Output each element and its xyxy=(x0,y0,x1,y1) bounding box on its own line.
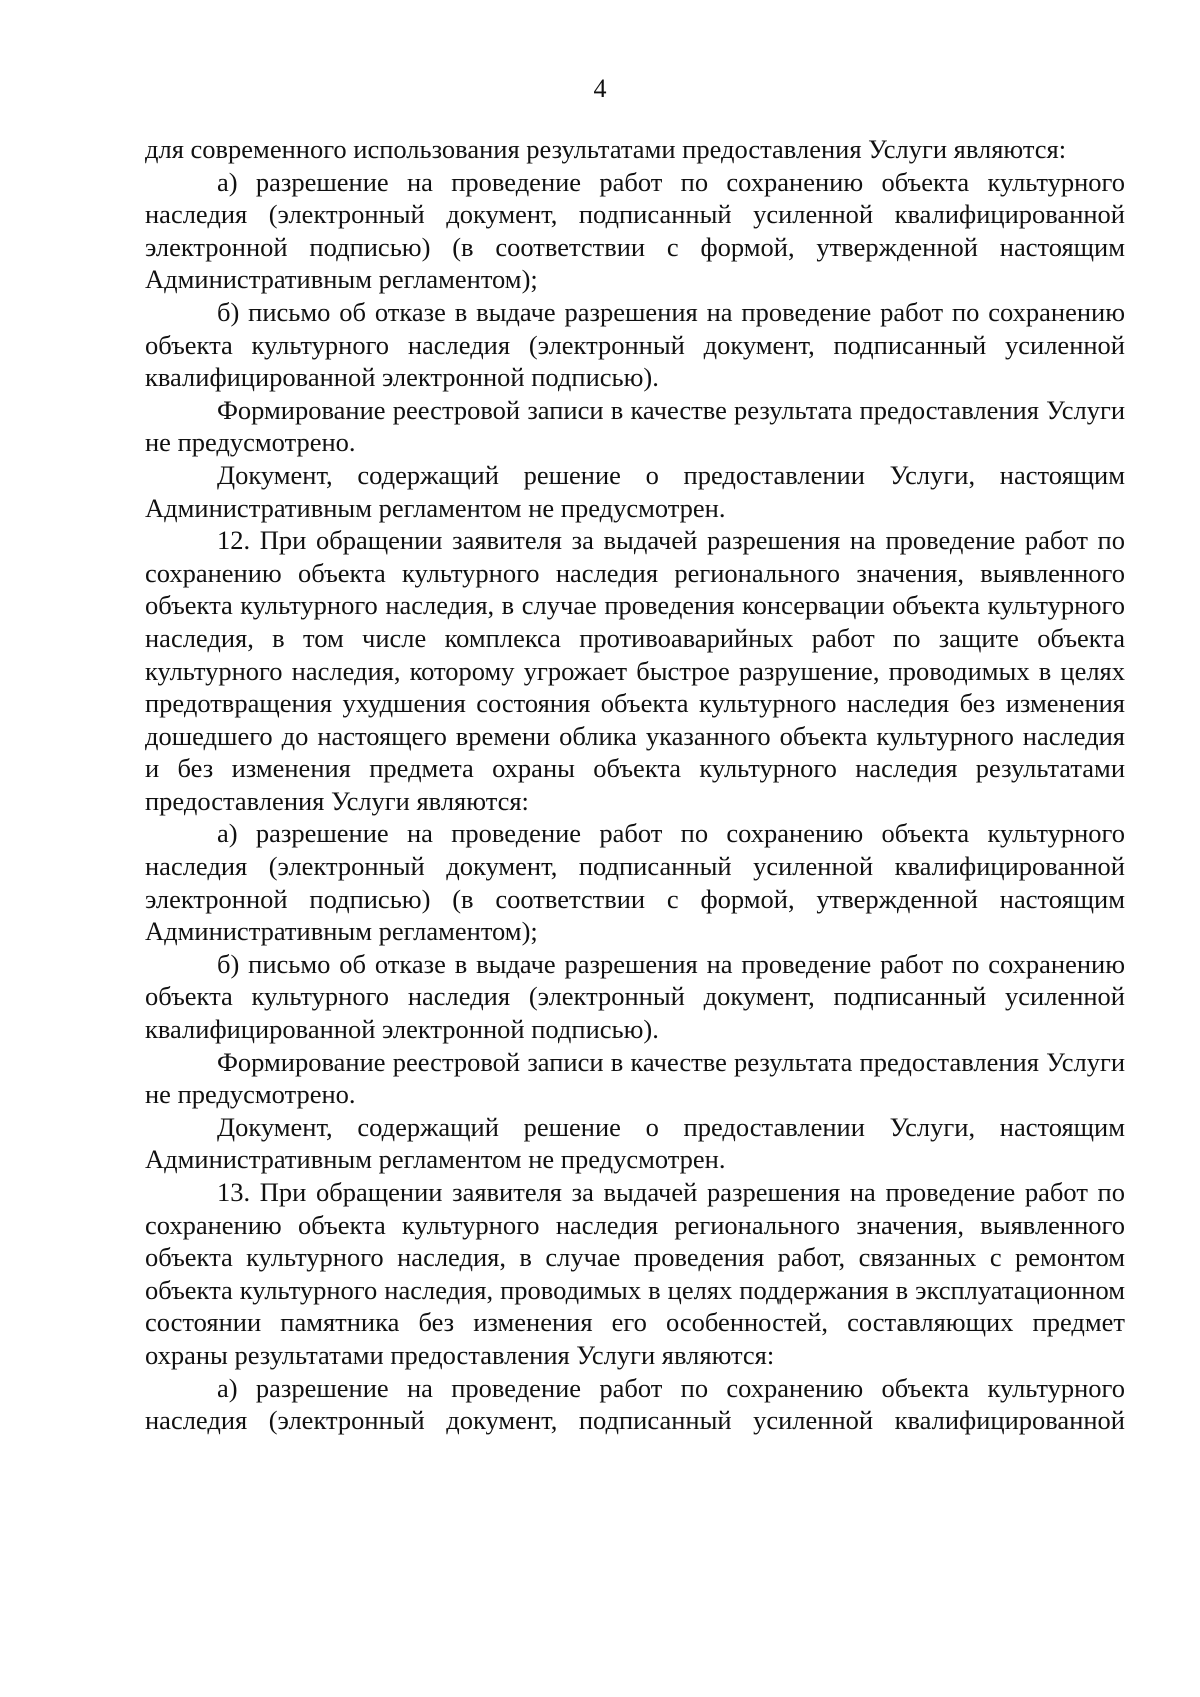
paragraph-11-result-a: а) разрешение на проведение работ по сохранению объекта культурного наследия (электронный документ, подписанный усиленной квалифицированной электронной подписью) (в соответствии с формой, утвержденной настоящим Административным регламентом); xyxy=(145,166,1125,295)
page-number: 4 xyxy=(593,74,607,103)
paragraph-11-decision-note: Документ, содержащий решение о предоставлении Услуги, настоящим Административным регламентом не предусмотрен. xyxy=(145,459,1125,523)
paragraph-13-result-a: а) разрешение на проведение работ по сохранению объекта культурного наследия (электронный документ, подписанный усиленной квалифицированной xyxy=(145,1372,1125,1436)
paragraph-intro-continuation: для современного использования результатами предоставления Услуги являются: xyxy=(145,134,1067,164)
paragraph-11-registry-note: Формирование реестровой записи в качестве результата предоставления Услуги не предусмотрено. xyxy=(145,394,1125,458)
paragraph-13: 13. При обращении заявителя за выдачей разрешения на проведение работ по сохранению объекта культурного наследия регионального значения, выявленного объекта культурного наследия, в случае проведения работ, связанных с ремонтом объекта культурного наследия, проводимых в целях поддержания в эксплуатационном состоянии памятника без изменения его особенностей, составляющих предмет охраны результатами предоставления Услуги являются: xyxy=(145,1177,1125,1370)
paragraph-12-decision-note: Документ, содержащий решение о предоставлении Услуги, настоящим Административным регламентом не предусмотрен. xyxy=(145,1111,1125,1175)
paragraph-12-result-b: б) письмо об отказе в выдаче разрешения на проведение работ по сохранению объекта культурного наследия (электронный документ, подписанный усиленной квалифицированной электронной подписью). xyxy=(145,948,1125,1045)
paragraph-12: 12. При обращении заявителя за выдачей разрешения на проведение работ по сохранению объекта культурного наследия регионального значения, выявленного объекта культурного наследия, в случае проведения консервации объекта культурного наследия, в том числе комплекса противоаварийных работ по защите объекта культурного наследия, которому угрожает быстрое разрушение, проводимых в целях предотвращения ухудшения состояния объекта культурного наследия без изменения дошедшего до настоящего времени облика указанного объекта культурного наследия и без изменения предмета охраны объекта культурного наследия результатами предоставления Услуги являются: xyxy=(145,525,1125,816)
document-body xyxy=(145,133,1125,1437)
paragraph-11-result-b: б) письмо об отказе в выдаче разрешения на проведение работ по сохранению объекта культурного наследия (электронный документ, подписанный усиленной квалифицированной электронной подписью). xyxy=(145,296,1125,393)
paragraph-12-registry-note: Формирование реестровой записи в качестве результата предоставления Услуги не предусмотрено. xyxy=(145,1046,1125,1110)
paragraph-12-result-a: а) разрешение на проведение работ по сохранению объекта культурного наследия (электронный документ, подписанный усиленной квалифицированной электронной подписью) (в соответствии с формой, утвержденной настоящим Административным регламентом); xyxy=(145,818,1125,947)
